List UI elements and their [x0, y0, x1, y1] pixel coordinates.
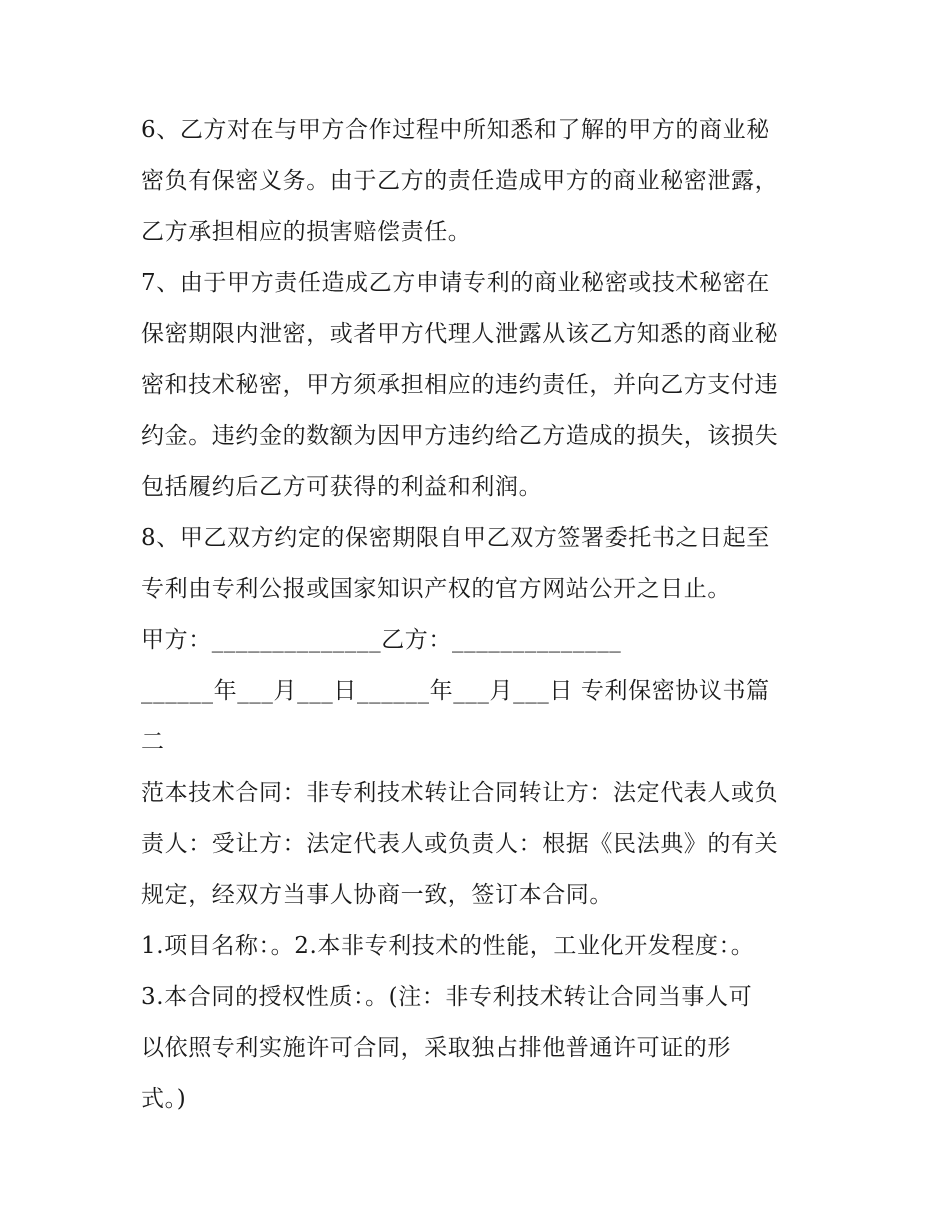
text-line: 约金。违约金的数额为因甲方违约给乙方造成的损失，该损失	[141, 423, 779, 449]
text-line: 规定，经双方当事人协商一致，签订本合同。	[141, 882, 613, 908]
text-line: 1.项目名称：。2.本非专利技术的性能，工业化开发程度：。	[141, 933, 755, 959]
text-line: 密负有保密义务。由于乙方的责任造成甲方的商业秘密泄露，	[141, 168, 779, 194]
text-line: 二	[141, 729, 165, 755]
text-line: 式。)	[141, 1086, 187, 1112]
text-line: 乙方承担相应的损害赔偿责任。	[141, 219, 472, 245]
text-line: 密和技术秘密，甲方须承担相应的违约责任，并向乙方支付违	[141, 372, 779, 398]
text-line: 责人：受让方：法定代表人或负责人：根据《民法典》的有关	[141, 831, 779, 857]
text-line: 3.本合同的授权性质：。(注：非专利技术转让合同当事人可	[141, 984, 753, 1010]
text-line: 以依照专利实施许可合同，采取独占排他普通许可证的形	[141, 1035, 731, 1061]
text-line: 专利由专利公报或国家知识产权的官方网站公开之日止。	[141, 576, 731, 602]
text-line: 范本技术合同：非专利技术转让合同转让方：法定代表人或负	[141, 780, 779, 806]
text-line: 保密期限内泄密，或者甲方代理人泄露从该乙方知悉的商业秘	[141, 321, 779, 347]
date-line: ______年___月___日______年___月___日 专利保密协议书篇	[141, 678, 770, 704]
signature-line: 甲方：______________乙方：______________	[141, 627, 622, 653]
text-line: 包括履约后乙方可获得的利益和利润。	[141, 474, 543, 500]
text-line: 6、乙方对在与甲方合作过程中所知悉和了解的甲方的商业秘	[141, 117, 770, 143]
text-line: 8、甲乙双方约定的保密期限自甲乙双方签署委托书之日起至	[141, 525, 770, 551]
text-line: 7、由于甲方责任造成乙方申请专利的商业秘密或技术秘密在	[141, 270, 770, 296]
